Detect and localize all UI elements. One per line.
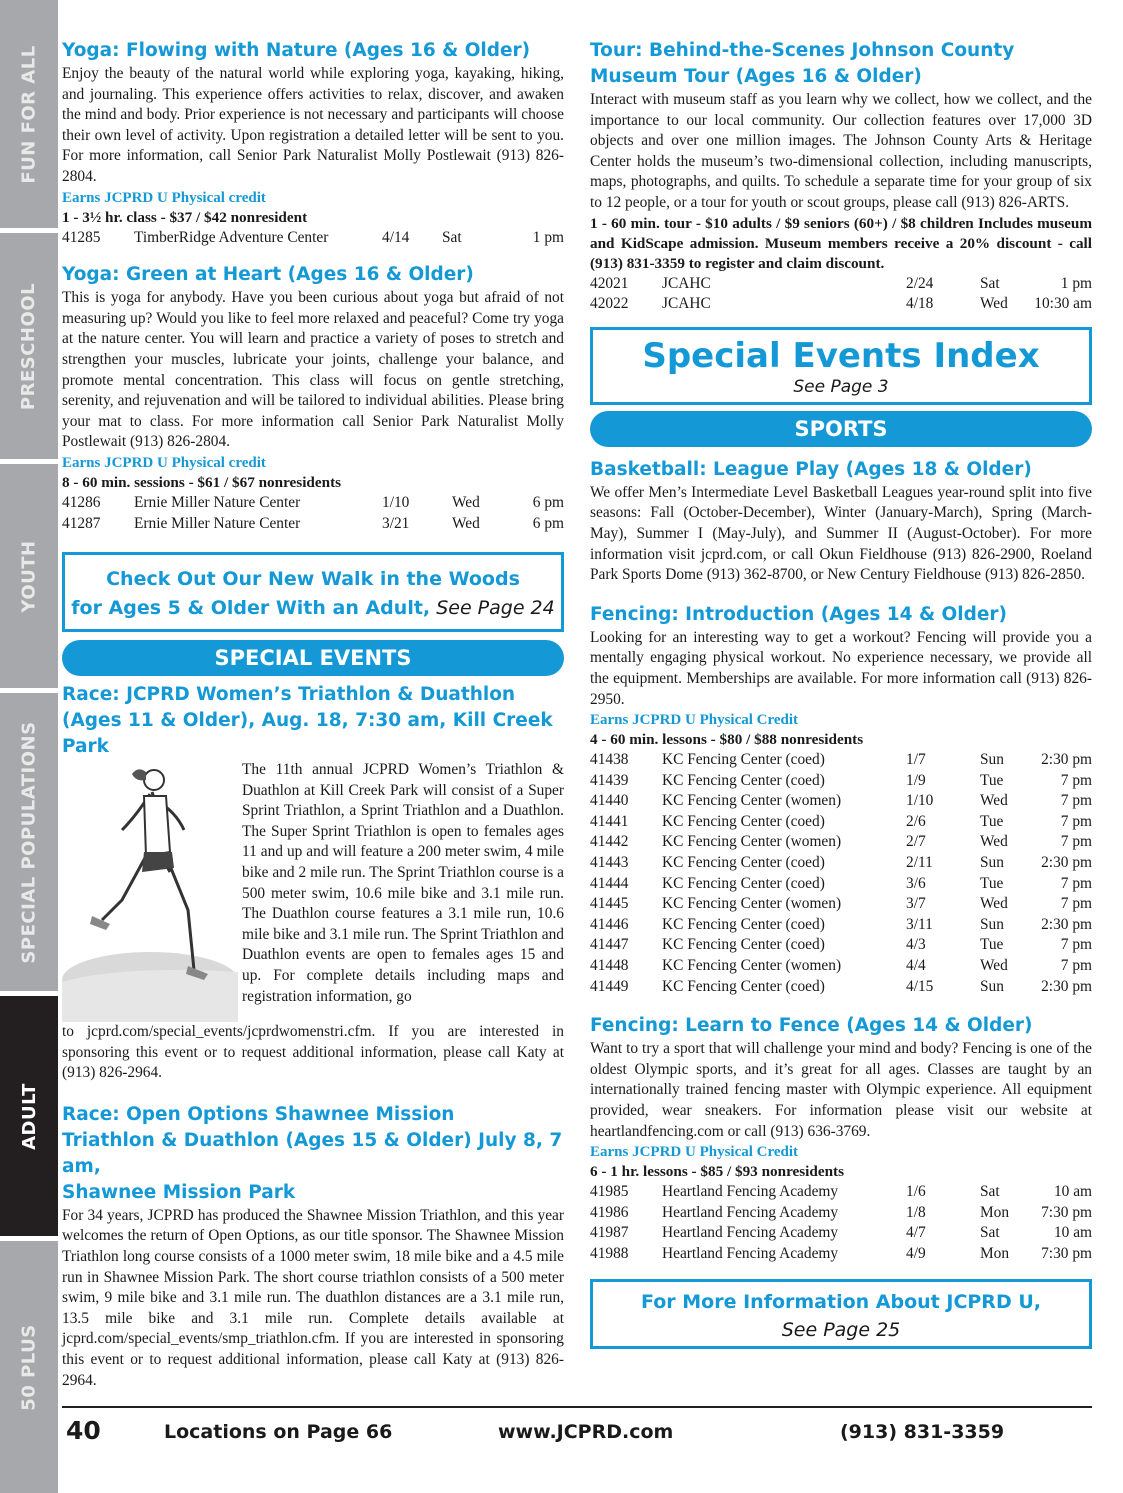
day: Sun: [980, 854, 1004, 872]
time: 6 pm: [532, 514, 564, 532]
activity-code: 41439: [590, 771, 629, 789]
activity-code: 41287: [62, 514, 101, 532]
fencing-intro-description: Looking for an interesting way to get a workout? Fencing will provide you a mentally engaging physical workout. No experience necessary, we provide all the equipment. Memberships are available. For more information call (913) 826-2950.: [590, 628, 1092, 708]
womens-triathlon-description-cont: to jcprd.com/special_events/jcprdwomenstri.cfm. If you are interested in sponsoring this event or to request additional information, please call Katy at (913) 826-2964.: [62, 1023, 564, 1082]
museum-tour-title-2: Museum Tour (Ages 16 & Older): [590, 66, 922, 87]
location: KC Fencing Center (coed): [662, 854, 825, 872]
time: 7 pm: [1060, 936, 1092, 954]
location: JCAHC: [662, 295, 711, 313]
day: Wed: [452, 514, 480, 532]
activity-code: 41449: [590, 977, 629, 995]
location: KC Fencing Center (coed): [662, 977, 825, 995]
special-events-index-box: [590, 327, 1092, 405]
date: 4/15: [906, 977, 934, 995]
date: 1/8: [906, 1203, 926, 1221]
time: 7:30 pm: [1041, 1203, 1092, 1221]
jcprd-u-info-box: [590, 1279, 1092, 1349]
location: KC Fencing Center (coed): [662, 751, 825, 769]
time: 2:30 pm: [1041, 854, 1092, 872]
location: JCAHC: [662, 274, 711, 292]
activity-code: 41445: [590, 895, 629, 913]
location: KC Fencing Center (women): [662, 895, 842, 913]
day: Wed: [980, 792, 1008, 810]
date: 4/7: [906, 1224, 926, 1242]
time: 7 pm: [1060, 833, 1092, 851]
day: Wed: [980, 833, 1008, 851]
activity-code: 42021: [590, 274, 629, 292]
time: 2:30 pm: [1041, 977, 1092, 995]
day: Mon: [980, 1244, 1010, 1262]
date: 2/6: [906, 812, 926, 830]
table-row: [590, 294, 1092, 315]
special-events-index-page-ref: See Page 3: [793, 376, 889, 397]
date: 1/7: [906, 751, 926, 769]
location: KC Fencing Center (women): [662, 833, 842, 851]
womens-triathlon-description: The 11th annual JCPRD Women’s Triathlon & Duathlon at Kill Creek Park will consist of a Super Sprint Triathlon, a Sprint Triathlon and a Duathlon. The Super Sprint Triathlon is open to females ages 11 and up and will feature a 200 meter swim, 4 mile bike and 2 mile run. The Sprint Triathlon course is a 500 meter swim, 10.6 mile bike and 3.1 mile run. The Duathlon course features a 3.1 mile run, 10.6 mile bike and 3.1 mile run. The Sprint Triathlon and Duathlon events are open to females ages 15 and up. For complete details including maps and registration information, go: [242, 761, 564, 1005]
day: Sun: [980, 977, 1004, 995]
location: KC Fencing Center (women): [662, 957, 842, 975]
activity-code: 41988: [590, 1244, 629, 1262]
page-number: 40: [66, 1416, 101, 1445]
yoga-green-fee: 8 - 60 min. sessions - $61 / $67 nonresidents: [62, 473, 342, 491]
table-row: [590, 915, 1092, 936]
activity-code: 41444: [590, 874, 629, 892]
activity-code: 41443: [590, 854, 629, 872]
callout-line-2: for Ages 5 & Older With an Adult,: [71, 597, 431, 620]
table-row: [590, 1223, 1092, 1244]
location: KC Fencing Center (coed): [662, 812, 825, 830]
table-row: [590, 771, 1092, 792]
table-row: [62, 514, 564, 535]
date: 1/6: [906, 1183, 926, 1201]
day: Sat: [980, 274, 1000, 292]
date: 1/10: [906, 792, 934, 810]
yoga-green-description: This is yoga for anybody. Have you been curious about yoga but afraid of not measuring up? Would you like to feel more relaxed and peaceful? Come try yoga at the nature center. You will learn and practice a variety of poses to stretch and strengthen your muscles, lubricate your joints, challenge your balance, and promote mental concentration. This class will focus on gentle stretching, serenity, and rejuvenation and will be tailored to individual abilities. Please bring your mat to class. For more information call Senior Park Naturalist Molly Postlewait (913) 826-2804.: [62, 289, 564, 451]
yoga-flowing-credit: Earns JCPRD U Physical credit: [62, 189, 266, 206]
date: 3/6: [906, 874, 926, 892]
yoga-green-schedule: [62, 493, 564, 534]
location: Heartland Fencing Academy: [662, 1203, 839, 1221]
yoga-flowing-schedule: [62, 228, 564, 249]
location: KC Fencing Center (coed): [662, 936, 825, 954]
museum-tour-description: Interact with museum staff as you learn why we collect, how we collect, and the importance to our local community. Our collection features over 17,000 3D objects and over one million images. The Johnson County Arts & Heritage Center holds the museum’s two-dimensional collection, including manuscripts, maps, photographs, and quilts. To schedule a separate time for your group of six to 12 people, or a tour for youth or scout groups, please call (913) 826-ARTS.: [590, 91, 1092, 211]
location: Heartland Fencing Academy: [662, 1244, 839, 1262]
time: 10 am: [1053, 1183, 1092, 1201]
activity-code: 41286: [62, 493, 101, 511]
location: KC Fencing Center (coed): [662, 771, 825, 789]
fencing-intro-credit: Earns JCPRD U Physical Credit: [590, 712, 799, 729]
time: 7 pm: [1060, 771, 1092, 789]
date: 1/10: [382, 493, 410, 511]
time: 2:30 pm: [1041, 915, 1092, 933]
day: Sat: [442, 228, 462, 246]
footer-locations: Locations on Page 66: [164, 1421, 393, 1443]
date: 2/24: [906, 274, 934, 292]
activity-code: 41441: [590, 812, 629, 830]
walk-in-woods-callout: [62, 552, 564, 632]
day: Tue: [980, 936, 1004, 954]
table-row: [590, 935, 1092, 956]
day: Tue: [980, 874, 1004, 892]
table-row: [590, 894, 1092, 915]
table-row: [590, 853, 1092, 874]
yoga-flowing-fee: 1 - 3½ hr. class - $37 / $42 nonresident: [62, 208, 308, 226]
table-row: [590, 956, 1092, 977]
location: KC Fencing Center (coed): [662, 915, 825, 933]
day: Wed: [980, 295, 1008, 313]
date: 4/14: [382, 228, 410, 246]
time: 2:30 pm: [1041, 751, 1092, 769]
footer-website[interactable]: www.JCPRD.com: [498, 1421, 674, 1443]
basketball-description: We offer Men’s Intermediate Level Basketball Leagues year-round split into five seasons: Fall (October-December), Winter (January-March), Spring (March-May), Summer I (May-July), and Summer II (August-October). For more information visit jcprd.com, or call Okun Fieldhouse (913) 826-2900, Roeland Park Sports Dome (913) 362-8700, or New Century Fieldhouse (913) 826-2850.: [590, 483, 1092, 584]
day: Wed: [452, 493, 480, 511]
footer-phone: (913) 831-3359: [840, 1421, 1005, 1443]
section-tabs: [0, 0, 58, 1493]
day: Wed: [980, 957, 1008, 975]
museum-tour-title-1: Tour: Behind-the-Scenes Johnson County: [590, 40, 1015, 61]
day: Sun: [980, 751, 1004, 769]
activity-code: 41442: [590, 833, 629, 851]
activity-code: 41448: [590, 957, 629, 975]
table-row: [590, 274, 1092, 295]
time: 7 pm: [1060, 957, 1092, 975]
shawnee-triathlon-title-2: Triathlon & Duathlon (Ages 15 & Older) July 8, 7 am,: [62, 1129, 563, 1177]
table-row: [62, 228, 564, 249]
fencing-learn-fee: 6 - 1 hr. lessons - $85 / $93 nonresidents: [590, 1163, 845, 1181]
table-row: [590, 832, 1092, 853]
right-column: [590, 38, 1092, 1349]
tab-fun-for-all[interactable]: FUN FOR ALL: [0, 0, 58, 228]
tab-preschool[interactable]: PRESCHOOL: [0, 233, 58, 459]
activity-code: 41285: [62, 228, 101, 246]
yoga-green-title: Yoga: Green at Heart (Ages 16 & Older): [62, 264, 474, 286]
location: KC Fencing Center (coed): [662, 874, 825, 892]
yoga-green-credit: Earns JCPRD U Physical credit: [62, 454, 266, 471]
shawnee-triathlon-title-3: Shawnee Mission Park: [62, 1181, 296, 1203]
date: 4/3: [906, 936, 926, 954]
activity-code: 41447: [590, 936, 629, 954]
activity-code: 41446: [590, 915, 629, 933]
location: Ernie Miller Nature Center: [134, 514, 301, 532]
sports-banner: SPORTS: [590, 411, 1092, 447]
special-events-banner: SPECIAL EVENTS: [62, 640, 564, 676]
womens-triathlon-title-2: (Ages 11 & Older), Aug. 18, 7:30 am, Kill Creek Park: [62, 710, 553, 758]
womens-triathlon-title-1: Race: JCPRD Women’s Triathlon & Duathlon: [62, 684, 516, 706]
runner-icon: [62, 760, 238, 1022]
footer-divider: [62, 1406, 1092, 1408]
table-row: [590, 977, 1092, 998]
time: 7 pm: [1060, 874, 1092, 892]
shawnee-triathlon-title-1: Race: Open Options Shawnee Mission: [62, 1103, 455, 1125]
time: 7:30 pm: [1041, 1244, 1092, 1262]
left-column: [62, 38, 564, 1391]
table-row: [590, 1244, 1092, 1265]
table-row: [62, 493, 564, 514]
yoga-flowing-title: Yoga: Flowing with Nature (Ages 16 & Older): [62, 40, 531, 61]
day: Sun: [980, 915, 1004, 933]
time: 10 am: [1053, 1224, 1092, 1242]
tab-adult[interactable]: ADULT: [0, 996, 58, 1236]
activity-code: 41440: [590, 792, 629, 810]
tab-50-plus[interactable]: 50 PLUS: [0, 1241, 58, 1493]
table-row: [590, 1182, 1092, 1203]
info-box-line-1: For More Information About JCPRD U,: [641, 1290, 1041, 1313]
day: Sat: [980, 1183, 1000, 1201]
date: 3/7: [906, 895, 926, 913]
shawnee-triathlon-description: For 34 years, JCPRD has produced the Shawnee Mission Triathlon, and this year welcomes the return of Open Options, as our title sponsor. The Shawnee Mission Triathlon long course consists of a 1000 meter swim, 18 mile bike and a 4.5 mile run in Shawnee Mission Park. The short course triathlon consists of a 500 meter swim, 9 mile bike and 3.1 mile run. The duathlon distances are a 3.1 mile run, 13.5 mile bike and 3.1 mile run. Complete details available at jcprd.com/special_events/smp_triathlon.cfm. If you are interested in sponsoring this event or to request additional information, please call Katy at (913) 826-2964.: [62, 1206, 564, 1389]
fencing-learn-description: Want to try a sport that will challenge your mind and body? Fencing is one of the oldest Olympic sports, and it’s great for all ages. Classes are taught by an internationally trained fencing master with Olympic experience. All equipment provided, wear sneakers. For information please visit our website at heartlandfencing.com or call (913) 636-3769.: [590, 1040, 1092, 1140]
date: 1/9: [906, 771, 926, 789]
location: Ernie Miller Nature Center: [134, 493, 301, 511]
date: 2/11: [906, 854, 933, 872]
time: 7 pm: [1060, 792, 1092, 810]
fencing-learn-credit: Earns JCPRD U Physical Credit: [590, 1144, 799, 1161]
day: Mon: [980, 1203, 1010, 1221]
yoga-flowing-description: Enjoy the beauty of the natural world while exploring yoga, kayaking, hiking, and journaling. This experience offers activities to relax, discover, and awaken the mind and body. Prior experience is not necessary and participants will choose their own level of activity. Upon registration a detailed letter will be sent to you. For more information, call Senior Park Naturalist Molly Postlewait (913) 826-2804.: [62, 65, 564, 185]
fencing-learn-title: Fencing: Learn to Fence (Ages 14 & Older): [590, 1015, 1033, 1037]
museum-tour-fee: 1 - 60 min. tour - $10 adults / $9 seniors (60+) / $8 children Includes museum and KidScape admission. Museum members receive a 20% discount - call (913) 831-3359 to register and claim discount.: [590, 214, 1092, 272]
tab-special-populations[interactable]: SPECIAL POPULATIONS: [0, 693, 58, 991]
activity-code: 41438: [590, 751, 629, 769]
date: 4/18: [906, 295, 934, 313]
fencing-learn-schedule: [590, 1182, 1092, 1264]
table-row: [590, 750, 1092, 771]
basketball-title: Basketball: League Play (Ages 18 & Older): [590, 458, 1032, 480]
date: 3/11: [906, 915, 933, 933]
location: Heartland Fencing Academy: [662, 1224, 839, 1242]
day: Tue: [980, 812, 1004, 830]
table-row: [590, 791, 1092, 812]
fencing-intro-title: Fencing: Introduction (Ages 14 & Older): [590, 603, 1007, 625]
time: 1 pm: [532, 228, 564, 246]
date: 3/21: [382, 514, 410, 532]
activity-code: 41986: [590, 1203, 629, 1221]
callout-line-1: Check Out Our New Walk in the Woods: [106, 568, 520, 591]
day: Tue: [980, 771, 1004, 789]
day: Wed: [980, 895, 1008, 913]
date: 4/9: [906, 1244, 926, 1262]
table-row: [590, 812, 1092, 833]
location: TimberRidge Adventure Center: [134, 228, 329, 246]
info-box-page-ref: See Page 25: [781, 1318, 901, 1341]
table-row: [590, 874, 1092, 895]
time: 6 pm: [532, 493, 564, 511]
time: 7 pm: [1060, 812, 1092, 830]
runner-illustration: [62, 760, 238, 1022]
activity-code: 41987: [590, 1224, 629, 1242]
callout-page-ref: See Page 24: [436, 597, 555, 620]
fencing-intro-fee: 4 - 60 min. lessons - $80 / $88 nonresidents: [590, 731, 864, 749]
time: 10:30 am: [1034, 295, 1092, 313]
date: 4/4: [906, 957, 926, 975]
activity-code: 41985: [590, 1183, 629, 1201]
date: 2/7: [906, 833, 926, 851]
museum-tour-schedule: [590, 274, 1092, 315]
time: 7 pm: [1060, 895, 1092, 913]
activity-code: 42022: [590, 295, 629, 313]
special-events-index-title: Special Events Index: [642, 335, 1040, 376]
day: Sat: [980, 1224, 1000, 1242]
time: 1 pm: [1060, 274, 1092, 292]
fencing-intro-schedule: [590, 750, 1092, 997]
tab-youth[interactable]: YOUTH: [0, 464, 58, 688]
table-row: [590, 1203, 1092, 1224]
location: KC Fencing Center (women): [662, 792, 842, 810]
location: Heartland Fencing Academy: [662, 1183, 839, 1201]
